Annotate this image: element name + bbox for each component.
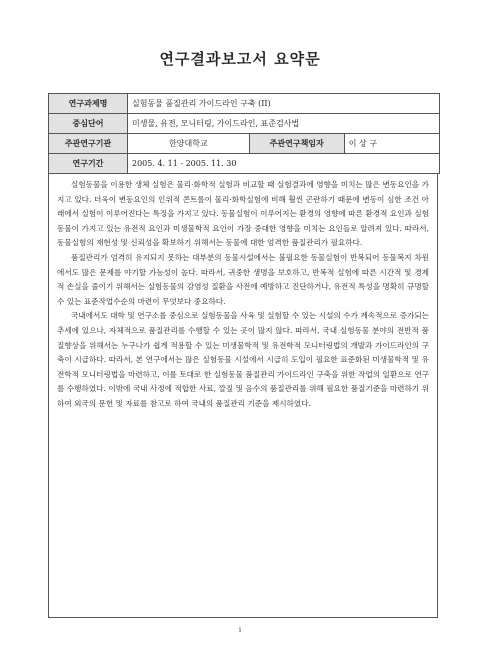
lead-label: 주관연구책임자 <box>249 134 344 154</box>
keyword-value: 미생물, 유전, 모니터링, 가이드라인, 표준검사법 <box>128 114 440 134</box>
keyword-row <box>49 114 440 134</box>
period-label: 연구기간 <box>49 154 128 174</box>
org-value: 한양대학교 <box>128 134 250 154</box>
summary-paragraph: 품질관리가 엄격히 유지되지 못하는 대부분의 동물시설에서는 불필요한 동물실험이 반복되어 동물복지 차원에서도 많은 문제를 야기할 가능성이 높다. 따라서, 귀중한 생명을 보호하고, 반복적 실험에 따른 시간적 및 경제적 손실을 줄이기 위해서는 실험동물의 감염성 질환을 사전에 예방하고 진단하거나, 유전적 특성을 명확히 규명할 수 있는 표준작업수순의 마련이 무엇보다 중요하다. <box>57 252 429 306</box>
org-row <box>49 134 440 154</box>
page-number: i <box>238 626 242 634</box>
lead-value: 이 상 구 <box>344 134 439 154</box>
summary-paragraph: 실험동물을 이용한 생체 실험은 물리·화학적 실험과 비교할 때 실험결과에 영향을 미치는 많은 변동요인을 가지고 있다. 더욱이 변동요인의 인위적 콘트롤이 물리·화학실험에 비해 훨씬 곤란하기 때문에 변동이 심한 조건 아래에서 실험이 이루어진다는 특징을 가지고 있다. 동물실험이 이루어지는 환경의 영향에 따른 환경적 요인과 실험동물이 가지고 있는 유전적 요인과 미생물학적 요인이 가장 중대한 영향을 미치는 요인들로 알려져 있다. 따라서, 동물실험의 재현성 및 신뢰성을 확보하기 위해서는 동물에 대한 엄격한 품질관리가 필요하다. <box>57 180 429 248</box>
org-label: 주관연구기관 <box>49 134 128 154</box>
keyword-label: 중심단어 <box>49 114 128 134</box>
project-value: 실험동물 품질관리 가이드라인 구축 (II) <box>128 94 440 114</box>
period-row <box>49 154 440 174</box>
period-value: 2005. 4. 11 - 2005. 11. 30 <box>128 154 440 174</box>
project-label: 연구과제명 <box>49 94 128 114</box>
project-info-table <box>48 93 440 174</box>
project-row <box>49 94 440 114</box>
summary-paragraph: 국내에서도 대학 및 연구소를 중심으로 실험동물을 사육 및 실험할 수 있는 시설의 수가 계속적으로 증가되는 추세에 있으나, 자체적으로 품질관리를 수행할 수 있는 곳이 많지 않다. 따라서, 국내 실험동물 분야의 전반적 품질향상을 위해서는 누구나가 쉽게 적용할 수 있는 미생물학적 및 유전학적 모니터링법의 개발과 가이드라인의 구축이 시급하다. 따라서, 본 연구에서는 많은 실험동물 시설에서 시급히 도입이 필요한 표준화된 미생물학적 및 유전학적 모니터링법을 마련하고, 이를 토대로 한 실험동물 품질관리 가이드라인 구축을 위한 작업의 일환으로 연구를 수행하였다. 이밖에 국내 사정에 적합한 사료, 깔짚 및 음수의 품질관리를 위해 필요한 품질기준을 마련하기 위하여 외국의 문헌 및 자료를 참고로 하여 국내의 품질관리 기준을 제시하였다. <box>57 311 429 408</box>
page-title: 연구결과보고서 요약문 <box>159 50 321 68</box>
summary-box <box>48 173 438 618</box>
